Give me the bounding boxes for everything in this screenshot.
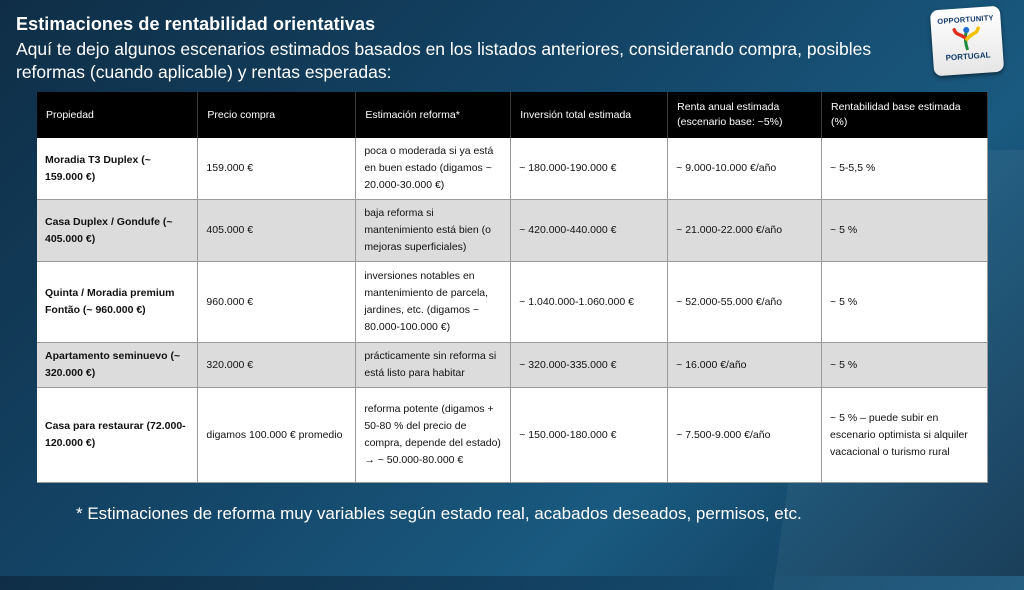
renovation-cell: inversiones notables en mantenimiento de parcela, jardines, etc. (digamos ~ 80.000-100.000 €): [356, 262, 511, 343]
property-cell: Moradia T3 Duplex (~ 159.000 €): [37, 138, 198, 200]
price-cell: digamos 100.000 € promedio: [198, 388, 356, 483]
table-row: [37, 262, 988, 343]
column-header: Renta anual estimada (escenario base: ~5%): [668, 92, 822, 138]
column-header: Inversión total estimada: [511, 92, 668, 138]
yield-cell: ~ 5 % – puede subir en escenario optimista si alquiler vacacional o turismo rural: [822, 388, 988, 483]
rent-cell: ~ 9.000-10.000 €/año: [668, 138, 822, 200]
flower-emblem-icon: [951, 25, 983, 53]
column-header: Precio compra: [198, 92, 356, 138]
property-cell: Casa para restaurar (72.000-120.000 €): [37, 388, 198, 483]
price-cell: 405.000 €: [198, 200, 356, 262]
column-header: Rentabilidad base estimada (%): [822, 92, 988, 138]
rent-cell: ~ 21.000-22.000 €/año: [668, 200, 822, 262]
yield-cell: ~ 5 %: [822, 200, 988, 262]
yield-cell: ~ 5 %: [822, 343, 988, 388]
investment-cell: ~ 1.040.000-1.060.000 €: [511, 262, 668, 343]
property-cell: Apartamento seminuevo (~ 320.000 €): [37, 343, 198, 388]
renovation-cell: poca o moderada si ya está en buen estado (digamos ~ 20.000-30.000 €): [356, 138, 511, 200]
slide-title: Estimaciones de rentabilidad orientativas: [16, 14, 376, 34]
footnote: * Estimaciones de reforma muy variables según estado real, acabados deseados, permisos, etc.: [76, 504, 802, 523]
renovation-cell: prácticamente sin reforma si está listo para habitar: [356, 343, 511, 388]
property-cell: Quinta / Moradia premium Fontão (~ 960.000 €): [37, 262, 198, 343]
rent-cell: ~ 52.000-55.000 €/año: [668, 262, 822, 343]
rent-cell: ~ 16.000 €/año: [668, 343, 822, 388]
investment-cell: ~ 320.000-335.000 €: [511, 343, 668, 388]
opportunity-portugal-logo: [930, 6, 1004, 77]
property-cell: Casa Duplex / Gondufe (~ 405.000 €): [37, 200, 198, 262]
slide-subtitle: Aquí te dejo algunos escenarios estimados basados en los listados anteriores, considerando compra, posibles reformas (cuando aplicable) y rentas esperadas:: [16, 39, 872, 82]
table-header-row: [37, 92, 988, 138]
column-header: Propiedad: [37, 92, 198, 138]
investment-cell: ~ 420.000-440.000 €: [511, 200, 668, 262]
table-row: [37, 138, 988, 200]
price-cell: 320.000 €: [198, 343, 356, 388]
yield-cell: ~ 5-5,5 %: [822, 138, 988, 200]
price-cell: 960.000 €: [198, 262, 356, 343]
yield-cell: ~ 5 %: [822, 262, 988, 343]
renovation-cell: baja reforma si mantenimiento está bien (o mejoras superficiales): [356, 200, 511, 262]
table-row: [37, 388, 988, 483]
investment-cell: ~ 150.000-180.000 €: [511, 388, 668, 483]
investment-cell: ~ 180.000-190.000 €: [511, 138, 668, 200]
column-header: Estimación reforma*: [356, 92, 511, 138]
logo-top-text: OPPORTUNITY: [937, 13, 994, 27]
price-cell: 159.000 €: [198, 138, 356, 200]
table-row: [37, 343, 988, 388]
logo-bottom-text: PORTUGAL: [945, 50, 991, 63]
renovation-cell: reforma potente (digamos + 50-80 % del precio de compra, depende del estado) → ~ 50.000-80.000 €: [356, 388, 511, 483]
rent-cell: ~ 7.500-9.000 €/año: [668, 388, 822, 483]
profitability-table: [37, 92, 988, 483]
table-row: [37, 200, 988, 262]
